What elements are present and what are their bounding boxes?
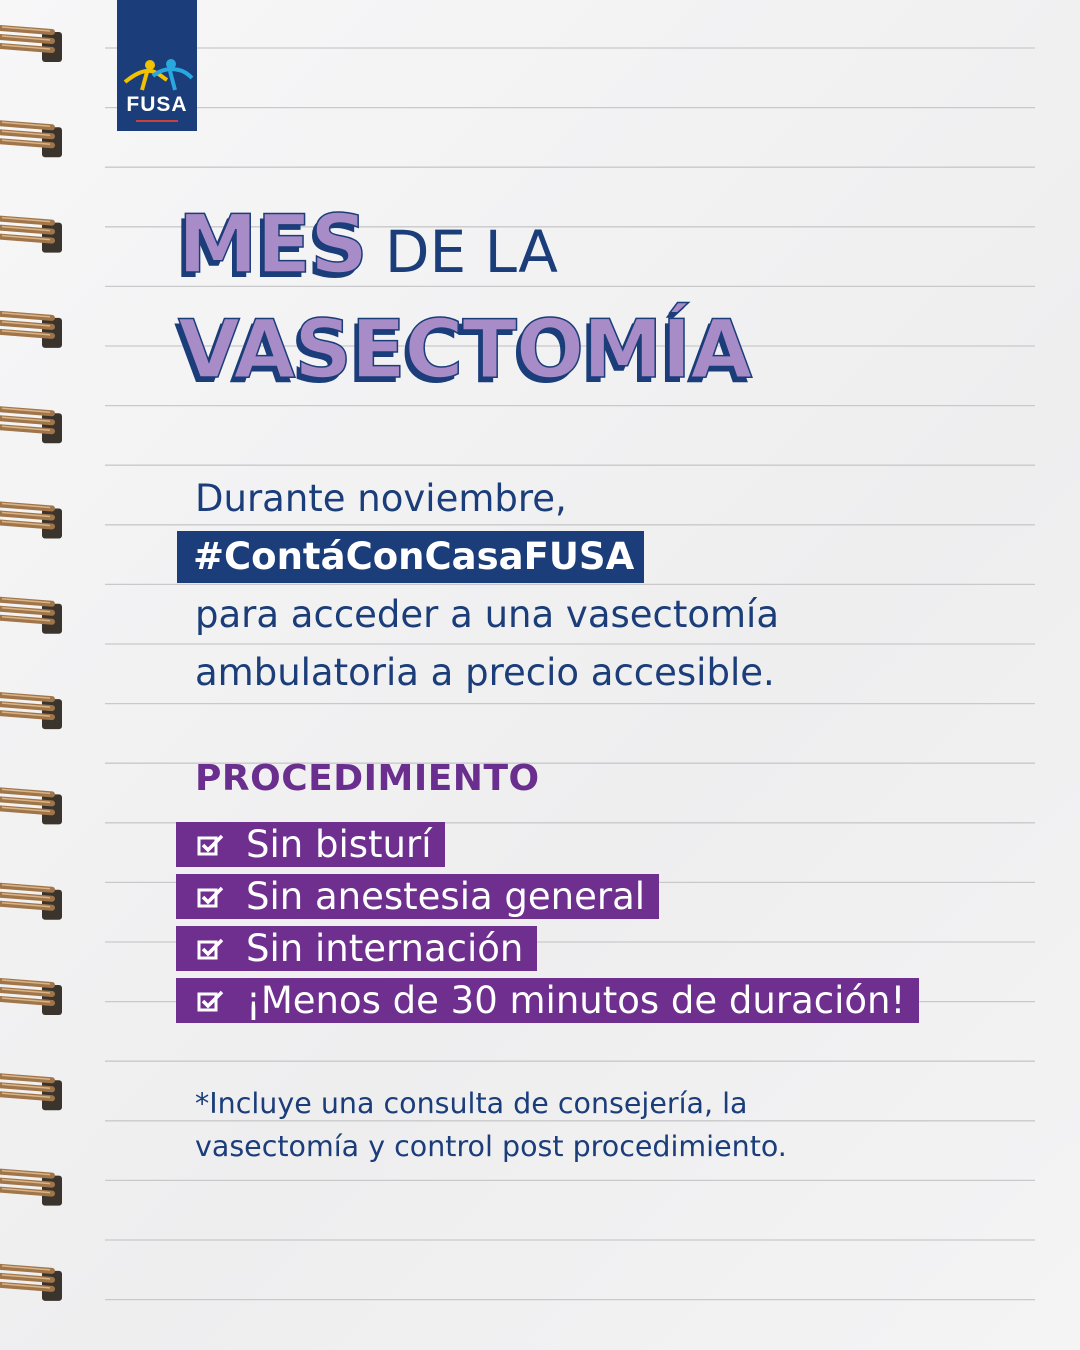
procedure-checklist <box>176 822 919 1030</box>
binding-ring <box>0 27 62 62</box>
intro-paragraph <box>195 470 1015 702</box>
binding-ring <box>0 504 62 539</box>
binding-ring <box>0 313 62 348</box>
title-line-2 <box>178 303 751 396</box>
binding-ring <box>0 885 62 920</box>
spiral-binding <box>0 0 75 1350</box>
intro-line-4: ambulatoria a precio accesible. <box>195 651 775 694</box>
figures-icon <box>117 56 197 96</box>
title-line-1 <box>178 198 558 291</box>
checkbox-icon <box>176 937 246 961</box>
procedure-heading: PROCEDIMIENTO <box>195 758 540 799</box>
title-vasectomia: VASECTOMÍA <box>178 303 752 396</box>
binding-ring <box>0 1075 62 1110</box>
binding-ring <box>0 218 62 253</box>
list-item <box>176 822 445 867</box>
list-item <box>176 926 537 971</box>
checkbox-icon <box>176 885 246 909</box>
binding-ring <box>0 1171 62 1206</box>
binding-ring <box>0 1266 62 1301</box>
binding-ring <box>0 122 62 157</box>
footnote-line-2: vasectomía y control post procedimiento. <box>195 1130 787 1163</box>
list-item-label: Sin bisturí <box>246 823 432 866</box>
title-mes: MES <box>178 198 367 291</box>
logo-text: FUSA <box>126 93 188 116</box>
list-item-label: Sin anestesia general <box>246 875 646 918</box>
footnote <box>195 1082 1015 1168</box>
title-de-la: DE LA <box>384 218 558 286</box>
intro-line-3: para acceder a una vasectomía <box>195 593 780 636</box>
binding-ring <box>0 599 62 634</box>
intro-line-1: Durante noviembre, <box>195 477 567 520</box>
logo-underline <box>136 120 178 122</box>
fusa-logo <box>117 0 197 131</box>
footnote-line-1: *Incluye una consulta de consejería, la <box>195 1087 748 1120</box>
binding-ring <box>0 980 62 1015</box>
checkbox-icon <box>176 833 246 857</box>
binding-ring <box>0 408 62 443</box>
list-item <box>176 978 919 1023</box>
binding-ring <box>0 694 62 729</box>
list-item <box>176 874 659 919</box>
list-item-label: ¡Menos de 30 minutos de duración! <box>246 979 906 1022</box>
binding-ring <box>0 789 62 824</box>
hashtag-badge: #ContáConCasaFUSA <box>177 531 644 583</box>
checkbox-icon <box>176 989 246 1013</box>
list-item-label: Sin internación <box>246 927 524 970</box>
